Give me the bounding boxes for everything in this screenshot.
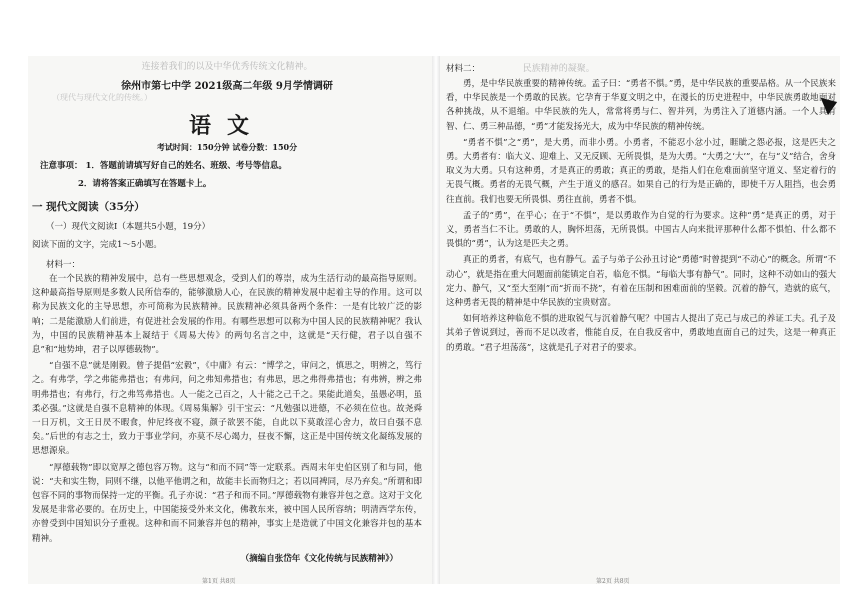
bleed-through-text: 连接着我们的以及中华优秀传统文化精神。 — [141, 62, 313, 72]
section-title: 一 现代文阅读（35分） — [32, 201, 145, 213]
paragraph: 如何培养这种临危不惧的进取锐气与沉着静气呢？中国古人提出了克己与成己的养证工夫。孔子及其弟子曾说到过，善而不足以改者，惟能自反，在自我反省中，勇敢地直面自己的过失，这是一种真正的勇敢。“君子坦荡荡”，这就是孔子对君子的要求。 — [446, 314, 836, 353]
instruction: 阅读下面的文字，完成1～5小题。 — [32, 240, 162, 250]
right-page — [446, 62, 836, 585]
note-2: 2．请将答案正确填写在答题卡上。 — [78, 179, 212, 189]
right-header — [446, 62, 836, 75]
page-fold — [432, 56, 440, 584]
paragraph: “自强不息”就是刚毅。曾子提倡“宏毅”，《中庸》有云：“博学之，审问之，慎思之，明辨之，笃行之。有弗学，学之弗能弗措也；有弗问，问之弗知弗措也；有弗思，思之弗得弗措也；有弗辨，辨之弗明弗措也；有弗行，行之弗笃弗措也。人一能之己百之，人十能之己千之。果能此道矣，虽愚必明，虽柔必强。”这就是自强不息精神的体现。《周易集解》引干宝云：“凡勉强以进德，不必须在位也。故尧舜一日万机，文王日昃不暇食，仲尼终夜不寝，颜子欲罢不能，自此以下莫敢淫心舍力，故曰自强不息矣。”后世的有志之士，致力于事业学问，亦莫不尽心竭力，昼夜不懈，这正是中国传统文化凝练发展的思想源泉。 — [32, 361, 422, 457]
notes-block — [40, 159, 422, 189]
paragraph: 真正的勇者，有底气，也有静气。孟子与弟子公孙丑讨论“勇德”时曾提到“不动心”的概念。所谓“不动心”，就是指在重大问题面前能镇定自若，临危不惧。“每临大事有静气”。同时，这种不动如山的强大定力、静气，又“至大至刚”而“折而不挠”，有着在压制和困难面前的坚毅。沉着的静气，造就的底气，这种勇者无畏的精神是中华民族的宝贵财富。 — [446, 255, 836, 309]
paragraph: “厚德载物”即以宽厚之德包容万物。这与“和而不同”等一定联系。西周末年史伯区别了和与同，他说：“夫和实生物，同则不继，以他平他谓之和，故能丰长而物归之；若以同裨同，尽乃弃矣。”所谓和即包容不同的事物而保持一定的平衡。孔子亦说：“君子和而不同。”厚德载物有兼容并包之意。这对于文化发展是非常必要的。在历史上，中国能接受外来文化，佛教东来，被中国人民所容纳；明清西学东传，亦曾受到中国知识分子重视。这种和而不同兼容并包的精神，事实上是造就了中国文化兼容并包的基本精神。 — [32, 462, 422, 544]
page-footer: 第2页 共8页 — [596, 578, 630, 585]
paragraph: 在一个民族的精神发展中，总有一些思想观念，受到人们的尊崇，成为生活行动的最高指导原则。这种最高指导原则是多数人民所信奉的，能够激励人心，在民族的精神发展中起着主导的作用。这可以称为民族文化的主导思想，亦可简称为民族精神。民族精神必须具备两个条件：一是有比较广泛的影响；二是能激励人们前进，有促进社会发展的作用。有哪些思想可以称为中国人民的民族精神呢？我认为，中国的民族精神基本上凝结于《周易大传》的两句名言之中，这就是“天行健，君子以自强不息”和“地势坤，君子以厚德载物”。 — [32, 274, 422, 356]
exam-title: 徐州市第七中学 2021级高二年级 9月学情调研 — [121, 81, 333, 92]
paragraph: 孟子的“勇”，在乎心；在于“不惧”，是以勇敢作为自觉的行为要求。这种“勇”是真正的勇，对于义，勇者当仁不让。勇敢的人，胸怀坦荡，无所畏惧。中国古人向来批评那种什么都不惧怕、什么都不畏惧的“勇”，认为这是匹夫之勇。 — [446, 210, 836, 250]
paragraph: 勇，是中华民族重要的精神传统。孟子曰：“勇者不惧。”勇，是中华民族的重要品格。从一个民族来看，中华民族是一个勇敢的民族。它孕育于华夏文明之中，在漫长的历史进程中，中华民族勇敢地面对各种挑战，从不退缩。中华民族的先人，常常将勇与仁、智并列，为勇注入了道德内涵。一个人具有智、仁、勇三种品德，“勇”才能发扬光大，成为中华民族的精神传统。 — [446, 79, 836, 132]
bleed-through-text: 民族精神的凝聚。 — [522, 64, 595, 74]
exam-info: 考试时间：150分钟 试卷分数：150分 — [156, 142, 298, 152]
paragraph: “勇者不惧”之“勇”，是大勇，而非小勇。小勇者，不能忍小忿小过，睚眦之怨必报，这是匹夫之勇。大勇者有：临大义、迎难上、又无反顾、无所畏惧，是为大勇。“大勇之‘大’”，在与“义”结合，舍身取义为大勇。只有这种勇，才是真正的勇敢；真正的勇敢，是指人们在危难面前坚守道义、坚定着行的无畏气概。勇者的无畏气概，产生于道义的感召。如果自己的行为是正确的，即使千万人阻挡，也会勇往直前。我们也要无所畏惧、勇往直前，勇者不惧。 — [446, 137, 836, 205]
left-page — [32, 62, 422, 585]
material-label: 材料二： — [446, 64, 481, 74]
notes-label: 注意事项： — [40, 161, 83, 171]
note-1: 1．答题前请填写好自己的姓名、班级、考号等信息。 — [85, 161, 287, 171]
subsection-title: （一）现代文阅读Ⅰ（本题共5小题，19分） — [46, 222, 211, 232]
material-label: 材料一： — [46, 260, 81, 270]
source-citation: （摘编自张岱年《文化传统与民族精神》） — [240, 553, 398, 564]
scanned-exam-sheet — [28, 56, 840, 584]
page-footer: 第1页 共8页 — [202, 578, 236, 585]
bleed-through-subtitle: （现代与现代文化的传统。） — [52, 93, 152, 102]
subject-heading: 语文 — [188, 113, 265, 139]
